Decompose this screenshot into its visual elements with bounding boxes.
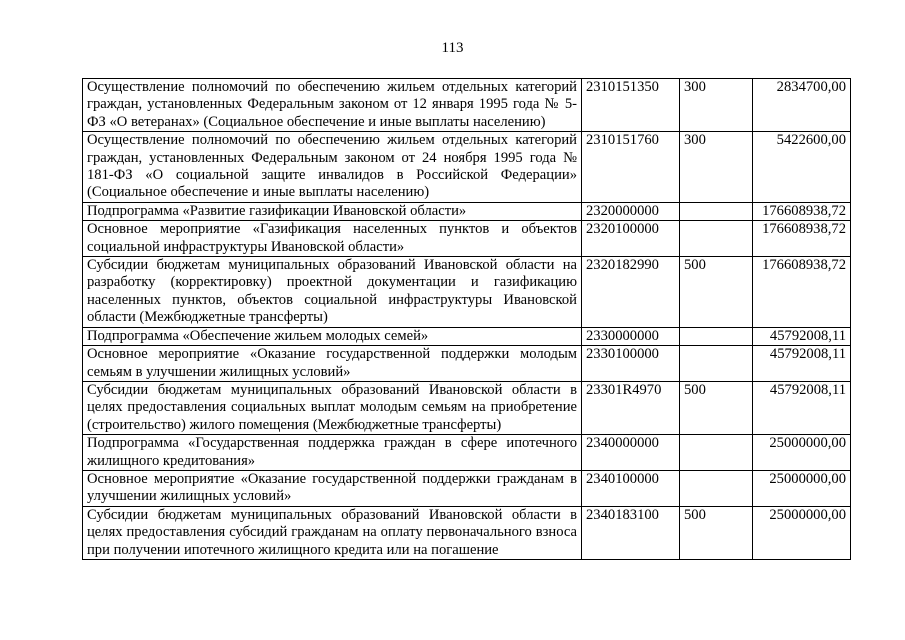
row-name-cell: Осуществление полномочий по обеспечению жильем отдельных категорий граждан, установленных Федеральным законом от 24 ноября 1995 года № 181-ФЗ «О социальной защите инвалидов в Российской Федерации» (Социальное обеспечение и иные выплаты населению) bbox=[83, 132, 582, 203]
row-code-cell: 2310151350 bbox=[582, 79, 680, 132]
row-code-cell: 23301R4970 bbox=[582, 381, 680, 434]
row-sum-cell: 45792008,11 bbox=[753, 346, 851, 382]
row-type-cell: 300 bbox=[680, 79, 753, 132]
row-type-cell: 300 bbox=[680, 132, 753, 203]
table-row bbox=[83, 202, 851, 220]
row-type-cell bbox=[680, 435, 753, 471]
row-name-cell: Подпрограмма «Развитие газификации Ивановской области» bbox=[83, 202, 582, 220]
row-name-cell: Осуществление полномочий по обеспечению жильем отдельных категорий граждан, установленных Федеральным законом от 12 января 1995 года № 5-ФЗ «О ветеранах» (Социальное обеспечение и иные выплаты населению) bbox=[83, 79, 582, 132]
table-row bbox=[83, 257, 851, 328]
table-row bbox=[83, 435, 851, 471]
row-type-cell bbox=[680, 346, 753, 382]
table-row bbox=[83, 132, 851, 203]
row-type-cell: 500 bbox=[680, 257, 753, 328]
row-name-cell: Субсидии бюджетам муниципальных образований Ивановской области в целях предоставления субсидий гражданам на оплату первоначального взноса при получении ипотечного жилищного кредита или на погашение bbox=[83, 506, 582, 559]
row-code-cell: 2340000000 bbox=[582, 435, 680, 471]
row-name-cell: Основное мероприятие «Оказание государственной поддержки молодым семьям в улучшении жилищных условий» bbox=[83, 346, 582, 382]
row-name-cell: Подпрограмма «Государственная поддержка граждан в сфере ипотечного жилищного кредитования» bbox=[83, 435, 582, 471]
table-row bbox=[83, 346, 851, 382]
row-type-cell: 500 bbox=[680, 506, 753, 559]
row-sum-cell: 176608938,72 bbox=[753, 257, 851, 328]
row-type-cell bbox=[680, 221, 753, 257]
row-sum-cell: 45792008,11 bbox=[753, 381, 851, 434]
row-code-cell: 2320182990 bbox=[582, 257, 680, 328]
row-sum-cell: 25000000,00 bbox=[753, 470, 851, 506]
row-sum-cell: 25000000,00 bbox=[753, 435, 851, 471]
row-code-cell: 2320100000 bbox=[582, 221, 680, 257]
row-name-cell: Субсидии бюджетам муниципальных образований Ивановской области на разработку (корректировку) проектной документации и газификацию населенных пунктов, объектов социальной инфраструктуры Ивановской области (Межбюджетные трансферты) bbox=[83, 257, 582, 328]
table-row bbox=[83, 381, 851, 434]
row-code-cell: 2330100000 bbox=[582, 346, 680, 382]
row-name-cell: Субсидии бюджетам муниципальных образований Ивановской области в целях предоставления социальных выплат молодым семьям на приобретение (строительство) жилого помещения (Межбюджетные трансферты) bbox=[83, 381, 582, 434]
row-name-cell: Подпрограмма «Обеспечение жильем молодых семей» bbox=[83, 327, 582, 345]
row-sum-cell: 176608938,72 bbox=[753, 221, 851, 257]
row-name-cell: Основное мероприятие «Оказание государственной поддержки гражданам в улучшении жилищных условий» bbox=[83, 470, 582, 506]
row-code-cell: 2340100000 bbox=[582, 470, 680, 506]
table-row bbox=[83, 327, 851, 345]
row-type-cell bbox=[680, 470, 753, 506]
row-code-cell: 2320000000 bbox=[582, 202, 680, 220]
row-type-cell: 500 bbox=[680, 381, 753, 434]
row-sum-cell: 45792008,11 bbox=[753, 327, 851, 345]
row-sum-cell: 2834700,00 bbox=[753, 79, 851, 132]
row-sum-cell: 5422600,00 bbox=[753, 132, 851, 203]
row-code-cell: 2330000000 bbox=[582, 327, 680, 345]
page-number: 113 bbox=[441, 40, 464, 56]
row-code-cell: 2340183100 bbox=[582, 506, 680, 559]
row-code-cell: 2310151760 bbox=[582, 132, 680, 203]
table-row bbox=[83, 470, 851, 506]
row-type-cell bbox=[680, 202, 753, 220]
row-sum-cell: 176608938,72 bbox=[753, 202, 851, 220]
budget-table bbox=[82, 78, 851, 560]
table-row bbox=[83, 506, 851, 559]
row-name-cell: Основное мероприятие «Газификация населенных пунктов и объектов социальной инфраструктуры Ивановской области» bbox=[83, 221, 582, 257]
row-sum-cell: 25000000,00 bbox=[753, 506, 851, 559]
table-row bbox=[83, 221, 851, 257]
table-row bbox=[83, 79, 851, 132]
row-type-cell bbox=[680, 327, 753, 345]
